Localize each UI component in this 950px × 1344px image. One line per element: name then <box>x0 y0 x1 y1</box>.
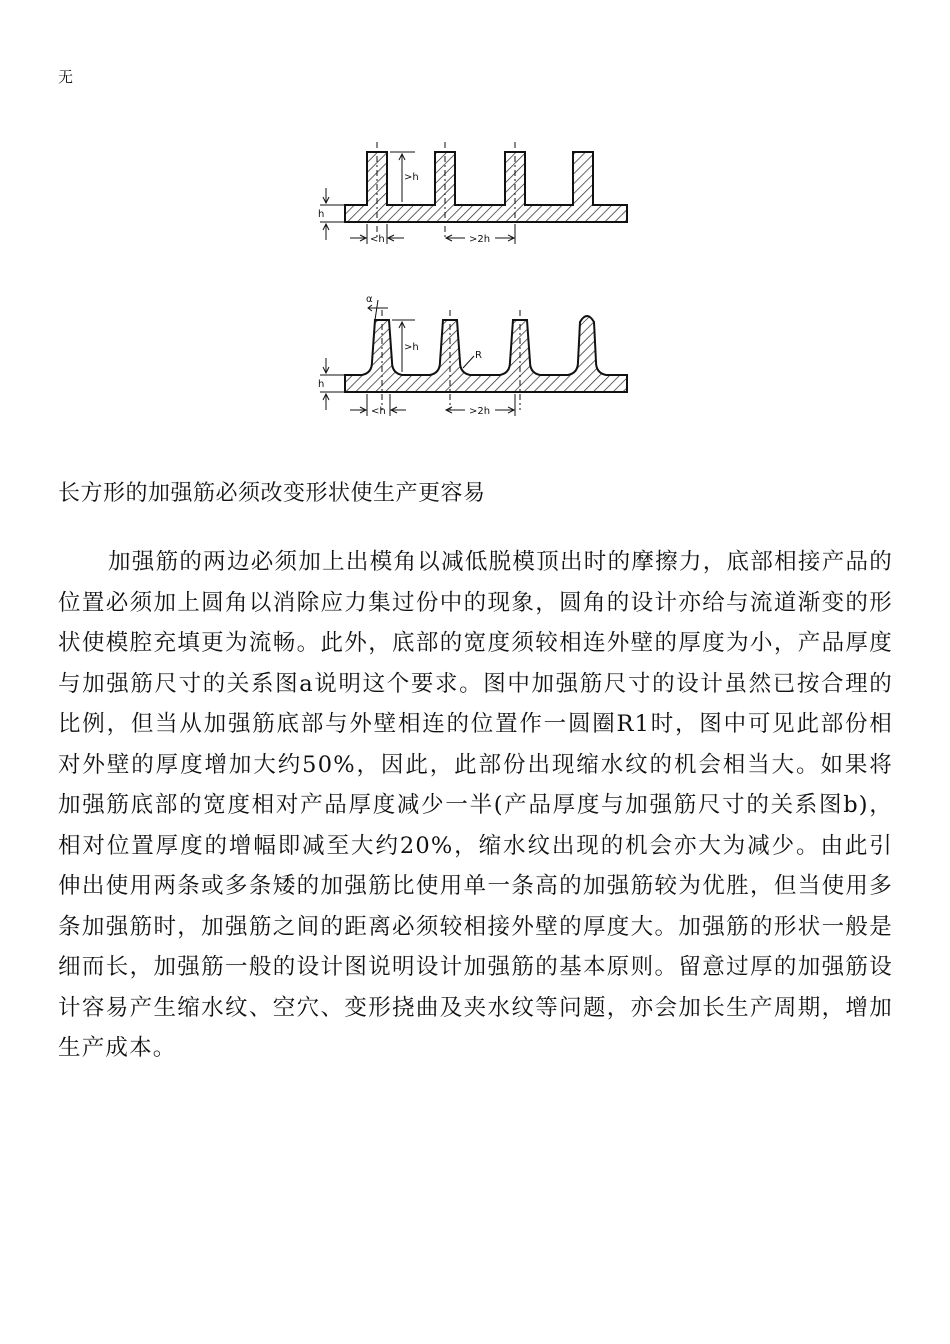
top-rib-profile <box>345 152 627 222</box>
bottom-rib-height-label: >h <box>404 342 419 353</box>
bottom-wall-thickness-label: h <box>318 379 325 390</box>
top-wall-thickness-label: h <box>318 209 325 220</box>
figure-caption: 长方形的加强筋必须改变形状使生产更容易 <box>58 481 486 506</box>
top-rib-width-label: <h <box>370 234 385 245</box>
top-rib-spacing-label: >2h <box>469 234 491 245</box>
rib-diagram <box>310 140 650 440</box>
bottom-fillet-radius-label: R <box>475 350 482 361</box>
bottom-draft-angle-label: α <box>366 294 373 305</box>
bottom-rib-spacing-label: >2h <box>469 406 491 417</box>
bottom-rib-profile <box>345 316 627 392</box>
top-rib-height-label: >h <box>404 172 419 183</box>
bottom-rib-width-label: <h <box>371 406 386 417</box>
page-header-mark: 无 <box>58 68 74 86</box>
bottom-rib-diagram <box>318 294 627 417</box>
top-rib-diagram <box>318 142 627 245</box>
rib-design-figure <box>310 140 650 440</box>
body-paragraph: 加强筋的两边必须加上出模角以减低脱模顶出时的摩擦力，底部相接产品的位置必须加上圆角以消除应力集过份中的现象，圆角的设计亦给与流道渐变的形状使模腔充填更为流畅。此外，底部的宽度须较相连外壁的厚度为小，产品厚度与加强筋尺寸的关系图a说明这个要求。图中加强筋尺寸的设计虽然已按合理的比例，但当从加强筋底部与外壁相连的位置作一圆圈R1时，图中可见此部份相对外壁的厚度增加大约50%，因此，此部份出现缩水纹的机会相当大。如果将加强筋底部的宽度相对产品厚度减少一半(产品厚度与加强筋尺寸的关系图b)，相对位置厚度的增幅即减至大约20%，缩水纹出现的机会亦大为减少。由此引伸出使用两条或多条矮的加强筋比使用单一条高的加强筋较为优胜，但当使用多条加强筋时，加强筋之间的距离必须较相接外壁的厚度大。加强筋的形状一般是细而长，加强筋一般的设计图说明设计加强筋的基本原则。留意过厚的加强筋设计容易产生缩水纹、空穴、变形挠曲及夹水纹等问题，亦会加长生产周期，增加生产成本。 <box>58 549 893 1061</box>
